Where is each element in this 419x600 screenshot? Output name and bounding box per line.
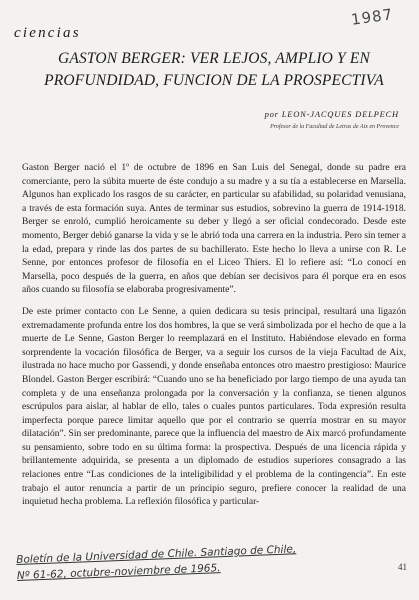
- handwritten-citation-line: Boletín de la Universidad de Chile. Santiago de Chile,: [16, 543, 297, 566]
- paragraph: Gaston Berger nació el 1º de octubre de 1896 en San Luis del Senegal, donde su padre era comerciante, pero la súbita muerte de éste condujo a su madre y a su tía a establecerse en Marsella. Algunos han explicado los rasgos de su carácter, en particular su afabilidad, su polaridad venusiana, a través de esta formación suya. Antes de terminar sus estudios, sobrevino la guerra de 1914-1918. Berger se enroló, cumplió heroicamente su deber y llegó a ser oficial condecorado. Desde este momento, Berger debió ganarse la vida y se le abrió toda una carrera en la industria. Pero sin temer a la edad, prepara y rinde las dos partes de su bachillerato. Este hecho lo lleva a unirse con R. Le Senne, por entonces profesor de filosofía en el Liceo Thiers. El lo refiere así: “Lo conocí en Marsella, poco después de la guerra, en años que debían ser decisivos para él porque era en esos años cuando su filosofía se elaboraba progresivamente”.: [22, 163, 406, 296]
- handwritten-citation-line: Nº 61-62, octubre-noviembre de 1965.: [16, 562, 221, 582]
- handwritten-citation: [16, 537, 397, 584]
- article-author: por LEON-JACQUES DELPECH: [264, 109, 399, 119]
- section-heading: ciencias: [14, 25, 81, 41]
- article-body: [22, 162, 406, 510]
- page-number: 41: [398, 562, 407, 572]
- article-title: GASTON BERGER: VER LEJOS, AMPLIO Y EN PROFUNDIDAD, FUNCION DE LA PROSPECTIVA: [44, 50, 384, 89]
- paragraph: De este primer contacto con Le Senne, a quien dedicara su tesis principal, resultará una ligazón extremadamente profunda entre los dos hombres, la que se verá simbolizada por el hecho de que a la muerte de Le Senne, Gaston Berger lo reemplazará en el Instituto. Habiéndose elevado en forma sorprendente la vocación filosófica de Berger, va a seguir los cursos de la vieja Facultad de Aix, ilustrada no hace mucho por Gassendi, y donde enseñaba entonces otro maestro prestigioso: Maurice Blondel. Gaston Berger escribirá: “Cuando uno se ha beneficiado por largo tiempo de una ayuda tan completa y de una enseñanza prolongada por la conversación y la confianza, se tienen algunos escrúpulos para aislar, al hablar de ello, tales o cuales puntos particulares. Toda expresión resulta imperfecta porque parece limitar aquello que por el contrario se querría mostrar en su mayor dilatación”. Sin ser predominante, parece que la influencia del maestro de Aix marcó profundamente su pensamiento, sobre todo en su última forma: la prospectiva. Después de una licencia rápida y brillantemente adquirida, se presenta a un diplomado de estudios superiores consagrado a las relaciones entre “Las condiciones de la inteligibilidad y el problema de la contingencia”. En este trabajo el autor renuncia a partir de un principio seguro, prefiere conocer la realidad de una inquietud hecha problema. La reflexión filosófica y particular-: [22, 306, 406, 508]
- author-affiliation: Profesor de la Facultad de Letras de Aix en Provence: [270, 124, 399, 130]
- handwritten-year: 1987: [349, 5, 395, 29]
